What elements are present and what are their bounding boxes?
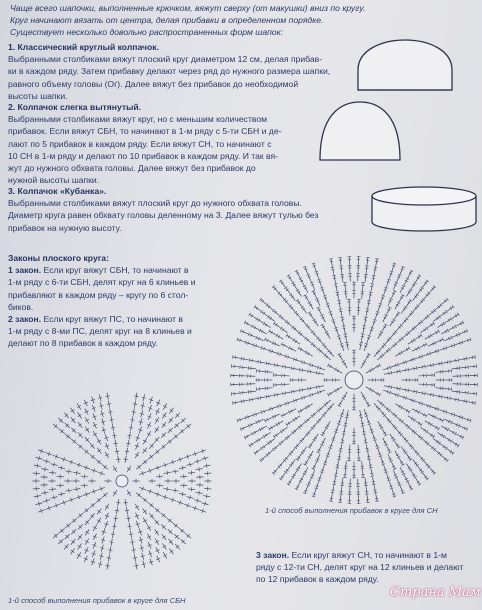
law-2-line: Если круг вяжут ПС, то начинают в — [41, 314, 183, 325]
section-2-heading: 2. Колпачок слегка вытянутый. — [8, 102, 142, 112]
hat-dome-illustration — [358, 40, 452, 90]
section-2-line: Выбранными столбиками вяжут круг, но с меньшим количеством — [8, 114, 268, 125]
law-1-line: Если круг вяжут СБН, то начинают в — [41, 265, 189, 276]
crochet-chart-dc-12-wedges — [231, 257, 478, 504]
section-2-line: нужной высоты шапки. — [8, 175, 100, 186]
law-2-line: делают по 8 прибавок в каждом ряду. — [8, 338, 158, 349]
law-3-line: Если круг вяжут СН, то начинают в 1-м — [289, 550, 447, 560]
law-2-line: 1-м ряду с 8-ми ПС, делят круг на 8 клиньев и — [8, 326, 192, 337]
section-1-line: равного объему головы (Ог). Далее вяжут без прибавок до необходимой — [8, 78, 299, 89]
watermark-logo: Страна Мам — [390, 585, 481, 600]
law-3-line: ряду с 12-ти СН, делят круг на 12 клиньев и делают — [256, 562, 464, 573]
law-3-line: по 12 прибавок в каждом ряду. — [256, 574, 379, 585]
section-2-line: прибавок. Если вяжут СБН, то начинают в 1-м ряду с 5-ти СБН и де- — [8, 126, 282, 137]
law-1-lead: 1 закон. — [8, 265, 42, 276]
hat-kubanka-illustration — [372, 187, 476, 231]
section-2-line: лают по 5 прибавок в каждом ряду. Если вяжут СН, то начинают с — [8, 138, 272, 149]
crochet-chart-sc-6-wedges — [32, 393, 211, 570]
section-3-line: прибавок на нужную высоту. — [8, 222, 122, 233]
law-2-lead: 2 закон. — [8, 314, 42, 325]
laws-title: Законы плоского круга: — [8, 253, 109, 263]
section-1-line: Выбранными столбиками вяжут плоский круг диаметром 12 см, делая прибав- — [8, 54, 323, 65]
intro-line-1: Чаще всего шапочки, выполненные крючком, вяжут сверху (от макушки) вниз по кругу. — [10, 3, 366, 13]
section-2-line: 10 СН в 1-м ряду и делают по 10 прибавок в каждом ряду. И так вя- — [8, 150, 279, 161]
law-1-line: 1-м ряду с 6-ти СБН, делят круг на 6 клиньев и — [8, 277, 196, 288]
hat-elongated-illustration — [320, 102, 400, 160]
section-1-line: высоты шапки. — [8, 90, 68, 101]
section-2-line: жут до нужного обхвата головы. Далее вяжут без прибавок до — [8, 163, 256, 174]
section-3-heading: 3. Колпачок «Кубанка». — [8, 186, 107, 196]
caption-right-diagram: 1-й способ выполнения прибавок в круге для СН — [265, 506, 438, 515]
intro-line-3: Существует несколько довольно распространенных форм шапок: — [10, 27, 284, 37]
section-3-line: Диаметр круга равен обхвату головы деленному на 3. Далее вяжут тулью без — [8, 210, 319, 221]
law-1-line: прибавляют в каждом ряду – кругу по 6 стол- — [8, 289, 189, 300]
section-3-line: Выбранными столбиками вяжут плоский круг до нужного обхвата головы. — [8, 198, 302, 209]
law-3-lead: 3 закон. — [256, 550, 290, 560]
intro-line-2: Круг начинают вязать от центра, делая прибавки в определенном порядке. — [10, 15, 324, 25]
section-1-heading: 1. Классический круглый колпачок. — [8, 42, 159, 52]
caption-left-diagram: 1-й способ выполнения прибавок в круге для СБН — [8, 596, 186, 605]
law-1-line: биков. — [8, 301, 34, 312]
section-1-line: ки в каждом ряду. Затем прибавку делают через ряд до нужного размера шапки, — [8, 66, 331, 77]
